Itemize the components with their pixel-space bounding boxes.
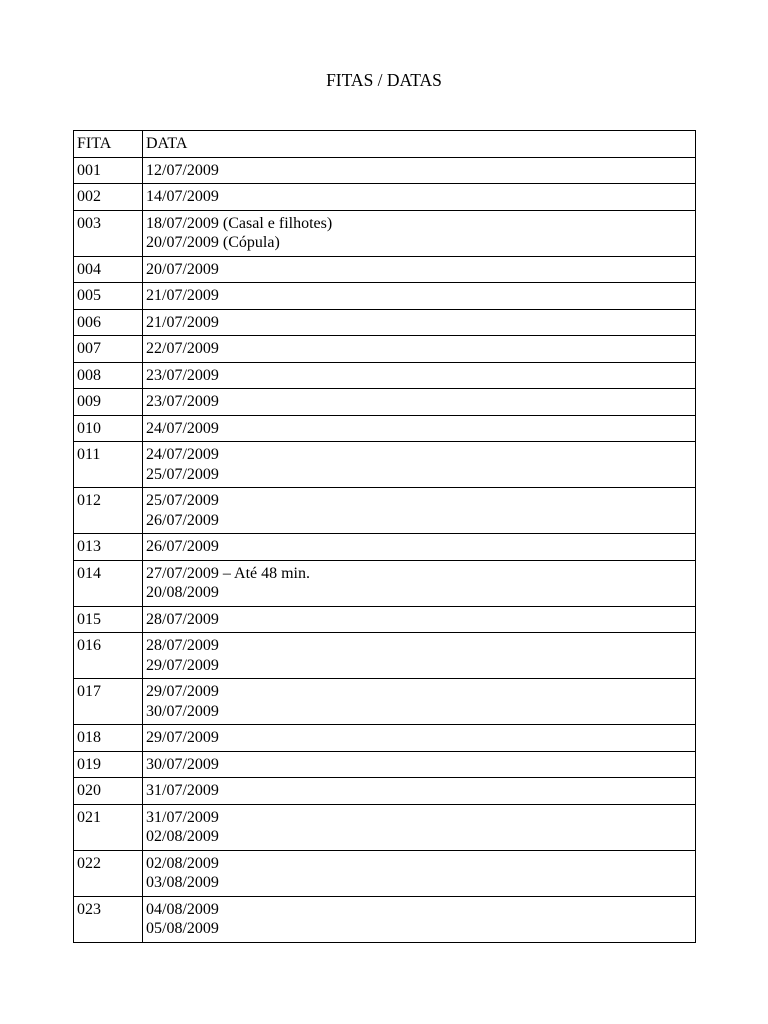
header-data: DATA <box>143 131 696 158</box>
date-entry: 24/07/2009 <box>146 419 219 437</box>
table-row <box>74 606 696 633</box>
date-entry: 04/08/2009 <box>146 900 219 918</box>
date-entry: 20/08/2009 <box>146 584 219 601</box>
table-header-row <box>74 131 696 158</box>
data-cell <box>143 488 696 534</box>
tape-dates-table <box>73 130 696 943</box>
fita-cell: 003 <box>74 210 143 256</box>
header-fita: FITA <box>74 131 143 158</box>
fita-cell: 013 <box>74 534 143 561</box>
date-entry: 24/07/2009 <box>146 446 219 463</box>
table-body <box>74 157 696 942</box>
data-cell <box>143 896 696 942</box>
table-row <box>74 751 696 778</box>
date-entry: 03/08/2009 <box>146 874 219 891</box>
table-row <box>74 309 696 336</box>
fita-cell: 006 <box>74 309 143 336</box>
data-cell <box>143 157 696 184</box>
date-entry: 20/07/2009 (Cópula) <box>146 234 280 251</box>
fita-cell: 011 <box>74 442 143 488</box>
table-row <box>74 804 696 850</box>
date-entry: 29/07/2009 <box>146 656 219 674</box>
table-row <box>74 679 696 725</box>
table-row <box>74 560 696 606</box>
table-row <box>74 415 696 442</box>
table-row <box>74 442 696 488</box>
data-cell <box>143 415 696 442</box>
fita-cell: 004 <box>74 256 143 283</box>
date-entry: 26/07/2009 <box>146 511 219 529</box>
table-row <box>74 488 696 534</box>
data-cell <box>143 751 696 778</box>
date-entry: 28/07/2009 <box>146 637 219 654</box>
date-entry: 21/07/2009 <box>146 287 219 304</box>
date-entry: 25/07/2009 <box>146 465 219 483</box>
date-entry: 28/07/2009 <box>146 610 219 628</box>
table-row <box>74 850 696 896</box>
data-cell <box>143 534 696 561</box>
fita-cell: 023 <box>74 896 143 942</box>
fita-cell: 022 <box>74 850 143 896</box>
fita-cell: 017 <box>74 679 143 725</box>
data-cell <box>143 336 696 363</box>
table-row <box>74 633 696 679</box>
fita-cell: 014 <box>74 560 143 606</box>
date-entry: 22/07/2009 <box>146 340 219 357</box>
fita-cell: 019 <box>74 751 143 778</box>
table-row <box>74 389 696 416</box>
date-entry: 27/07/2009 – Até 48 min. <box>146 564 310 582</box>
date-entry: 23/07/2009 <box>146 393 219 410</box>
fita-cell: 009 <box>74 389 143 416</box>
date-entry: 31/07/2009 <box>146 782 219 799</box>
date-entry: 25/07/2009 <box>146 492 219 509</box>
data-cell <box>143 560 696 606</box>
data-cell <box>143 283 696 310</box>
data-cell <box>143 679 696 725</box>
date-entry: 29/07/2009 <box>146 683 219 700</box>
fita-cell: 012 <box>74 488 143 534</box>
fita-cell: 020 <box>74 778 143 805</box>
table-row <box>74 336 696 363</box>
date-entry: 31/07/2009 <box>146 808 219 826</box>
table-row <box>74 362 696 389</box>
date-entry: 21/07/2009 <box>146 313 219 331</box>
data-cell <box>143 309 696 336</box>
date-entry: 12/07/2009 <box>146 161 219 179</box>
data-cell <box>143 210 696 256</box>
date-entry: 14/07/2009 <box>146 188 219 205</box>
date-entry: 23/07/2009 <box>146 366 219 384</box>
table-row <box>74 283 696 310</box>
fita-cell: 021 <box>74 804 143 850</box>
fita-cell: 005 <box>74 283 143 310</box>
fita-cell: 008 <box>74 362 143 389</box>
table-row <box>74 256 696 283</box>
table-row <box>74 157 696 184</box>
fita-cell: 018 <box>74 725 143 752</box>
date-entry: 05/08/2009 <box>146 920 219 937</box>
data-cell <box>143 804 696 850</box>
date-entry: 26/07/2009 <box>146 538 219 555</box>
date-entry: 20/07/2009 <box>146 260 219 278</box>
data-cell <box>143 778 696 805</box>
fita-cell: 015 <box>74 606 143 633</box>
fita-cell: 016 <box>74 633 143 679</box>
table-row <box>74 534 696 561</box>
table-row <box>74 210 696 256</box>
table-row <box>74 725 696 752</box>
data-cell <box>143 256 696 283</box>
table-row <box>74 896 696 942</box>
date-entry: 18/07/2009 (Casal e filhotes) <box>146 214 333 232</box>
data-cell <box>143 633 696 679</box>
data-cell <box>143 184 696 211</box>
page-title: FITAS / DATAS <box>326 70 442 90</box>
date-entry: 02/08/2009 <box>146 854 219 872</box>
fita-cell: 002 <box>74 184 143 211</box>
table-row <box>74 184 696 211</box>
data-cell <box>143 442 696 488</box>
data-cell <box>143 606 696 633</box>
data-cell <box>143 850 696 896</box>
fita-cell: 001 <box>74 157 143 184</box>
fita-cell: 010 <box>74 415 143 442</box>
date-entry: 29/07/2009 <box>146 729 219 746</box>
date-entry: 30/07/2009 <box>146 702 219 720</box>
data-cell <box>143 389 696 416</box>
date-entry: 02/08/2009 <box>146 828 219 845</box>
date-entry: 30/07/2009 <box>146 755 219 773</box>
data-cell <box>143 362 696 389</box>
table-row <box>74 778 696 805</box>
data-cell <box>143 725 696 752</box>
fita-cell: 007 <box>74 336 143 363</box>
